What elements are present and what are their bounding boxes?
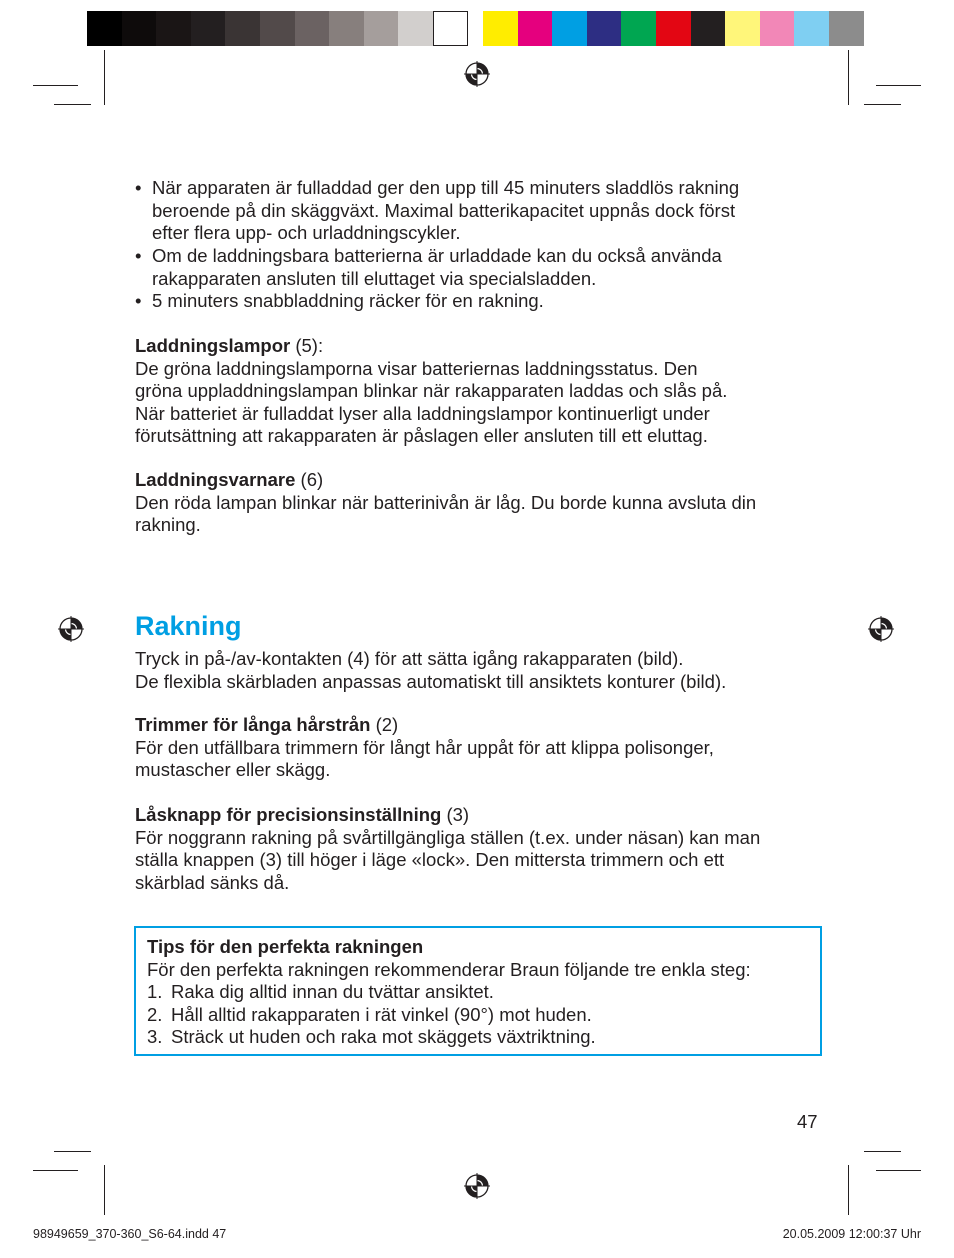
tips-title: Tips för den perfekta rakningen — [147, 936, 424, 957]
subheading-ref: (3) — [441, 804, 470, 825]
registration-mark-icon — [464, 1173, 490, 1199]
tips-box — [134, 926, 822, 1056]
color-swatch — [656, 11, 691, 46]
laddningsvarnare-section — [135, 469, 756, 537]
text-line: förutsättning att rakapparaten är påslagen eller ansluten till ett eluttag. — [135, 425, 708, 447]
subheading-title: Laddningslampor — [135, 335, 291, 356]
color-swatch — [691, 11, 726, 46]
text-line: rakning. — [135, 514, 201, 536]
tips-intro: För den perfekta rakningen rekommenderar Braun följande tre enkla steg: — [147, 958, 751, 980]
subheading-title: Laddningsvarnare — [135, 469, 296, 490]
text-line: mustascher eller skägg. — [135, 759, 331, 781]
color-swatch — [552, 11, 587, 46]
trimmer-section — [135, 714, 714, 782]
step-number: 1. — [147, 981, 163, 1003]
gray-swatch — [225, 11, 260, 46]
text-line: De flexibla skärbladen anpassas automatiskt till ansiktets konturer (bild). — [135, 670, 727, 692]
section-heading: Rakning — [135, 611, 242, 641]
bullet-marker: • — [135, 177, 142, 198]
text-line: efter flera upp- och urladdningscykler. — [152, 222, 461, 244]
color-swatch — [483, 11, 518, 46]
tips-step — [147, 1026, 751, 1049]
text-line: gröna uppladdningslampan blinkar när rakapparaten laddas och slås på. — [135, 380, 728, 402]
text-line: 5 minuters snabbladdning räcker för en rakning. — [152, 290, 544, 311]
gray-swatch — [329, 11, 364, 46]
subheading-ref: (2) — [370, 714, 399, 735]
text-line: För den utfällbara trimmern för långt hår uppåt för att klippa polisonger, — [135, 736, 714, 758]
step-text: Sträck ut huden och raka mot skäggets växtriktning. — [171, 1026, 596, 1048]
step-number: 3. — [147, 1026, 163, 1048]
bullet-marker: • — [135, 245, 142, 266]
subheading-title: Trimmer för långa hårstrån — [135, 714, 371, 735]
color-swatch — [587, 11, 622, 46]
text-line: ställa knappen (3) till höger i läge «lock». Den mittersta trimmern och ett — [135, 849, 725, 871]
color-swatch — [760, 11, 795, 46]
section-subheading — [135, 469, 756, 492]
color-swatch — [829, 11, 864, 46]
subheading-title: Låsknapp för precisionsinställning — [135, 804, 442, 825]
color-swatch — [725, 11, 760, 46]
gray-swatch — [260, 11, 295, 46]
step-text: Håll alltid rakapparaten i rät vinkel (90°) mot huden. — [171, 1003, 592, 1025]
section-subheading — [135, 335, 727, 358]
laddningslampor-section — [135, 335, 727, 448]
gray-swatch — [433, 11, 468, 46]
subheading-ref: (5): — [290, 335, 324, 356]
registration-mark-icon — [464, 61, 490, 87]
text-line: Tryck in på-/av-kontakten (4) för att sätta igång rakapparaten (bild). — [135, 648, 684, 669]
section-subheading — [135, 714, 714, 737]
color-swatch — [518, 11, 553, 46]
color-swatch — [621, 11, 656, 46]
rakning-intro — [135, 648, 726, 693]
text-line: De gröna laddningslamporna visar batteriernas laddningsstatus. Den — [135, 357, 698, 379]
gray-swatch — [191, 11, 226, 46]
text-line: rakapparaten ansluten till eluttaget via specialsladden. — [152, 267, 597, 289]
text-line: När batteriet är fulladdat lyser alla laddningslampor kontinuerligt under — [135, 402, 710, 424]
text-line: För noggrann rakning på svårtillgängliga ställen (t.ex. under näsan) kan man — [135, 826, 761, 848]
gray-swatch — [156, 11, 191, 46]
lasknapp-section — [135, 804, 760, 894]
text-line: Om de laddningsbara batterierna är urladdade kan du också använda — [152, 245, 722, 266]
page-number: 47 — [797, 1111, 818, 1132]
footer-file-info: 98949659_370-360_S6-64.indd 47 — [33, 1227, 227, 1241]
registration-mark-icon — [58, 616, 84, 642]
gray-swatch — [295, 11, 330, 46]
gray-swatch — [122, 11, 157, 46]
section-subheading — [135, 804, 760, 827]
gray-swatch — [364, 11, 399, 46]
footer-timestamp: 20.05.2009 12:00:37 Uhr — [782, 1227, 921, 1241]
step-text: Raka dig alltid innan du tvättar ansiktet. — [171, 981, 494, 1003]
color-swatch — [794, 11, 829, 46]
text-line: När apparaten är fulladdad ger den upp till 45 minuters sladdlös rakning — [152, 177, 740, 198]
tips-step — [147, 1004, 751, 1027]
text-line: Den röda lampan blinkar när batterinivån är låg. Du borde kunna avsluta din — [135, 491, 757, 513]
text-line: skärblad sänks då. — [135, 871, 290, 893]
bullet-marker: • — [135, 290, 142, 311]
gray-swatch — [398, 11, 433, 46]
gray-swatch — [87, 11, 122, 46]
text-line: beroende på din skäggväxt. Maximal batterikapacitet uppnås dock först — [152, 199, 736, 221]
subheading-ref: (6) — [295, 469, 324, 490]
tips-step — [147, 981, 751, 1004]
registration-mark-icon — [868, 616, 894, 642]
step-number: 2. — [147, 1003, 163, 1025]
